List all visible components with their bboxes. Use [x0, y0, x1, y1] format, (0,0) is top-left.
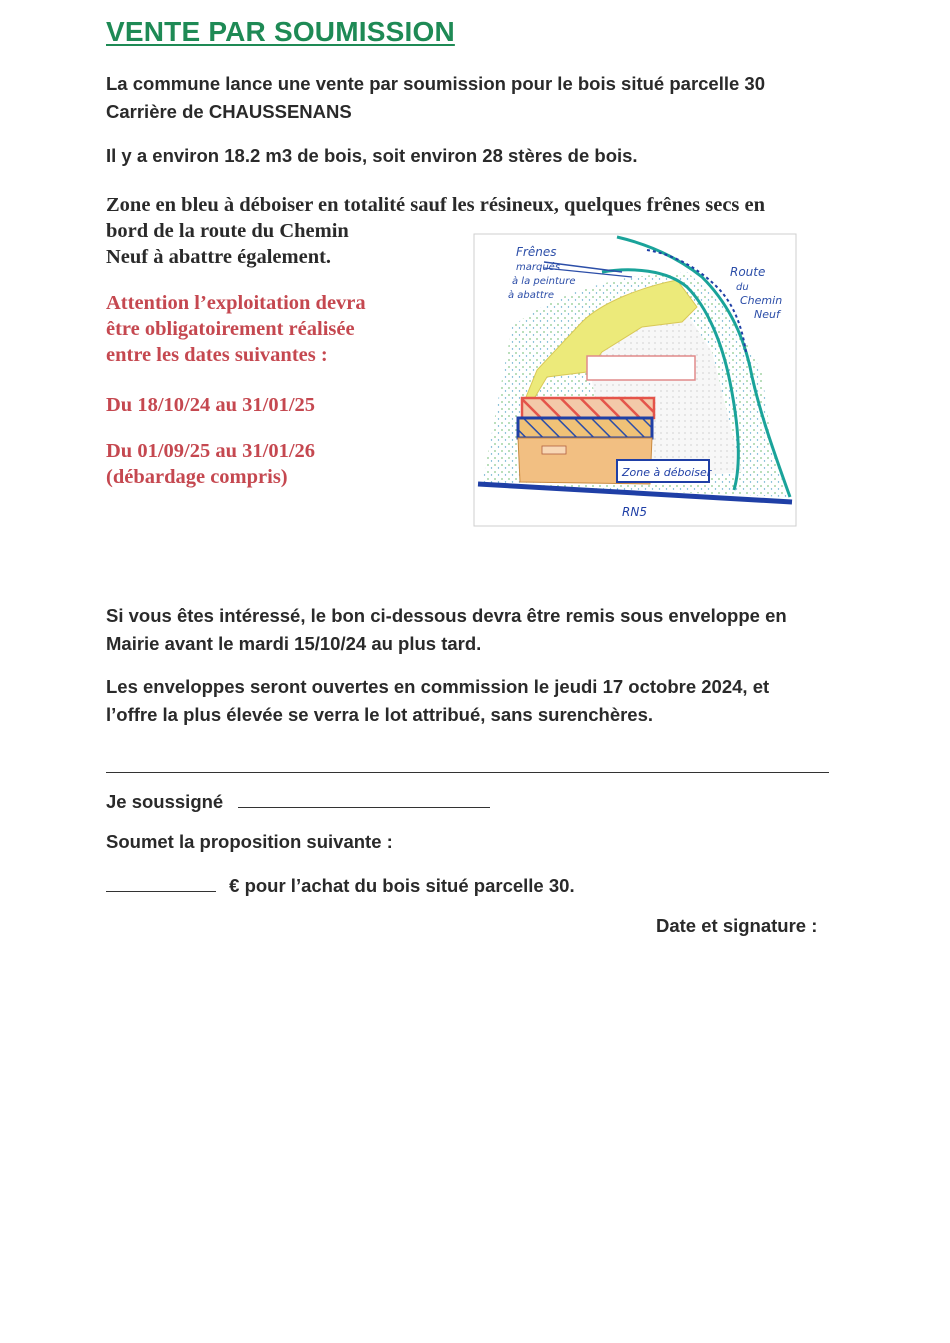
blue-hatched-band: [518, 418, 652, 438]
note-frenes-3: à la peinture: [512, 276, 576, 287]
note-frenes-2: marqués: [516, 262, 561, 273]
submission-instructions: [106, 602, 866, 658]
rn5-label: RN5: [622, 505, 647, 519]
attention-line-3: entre les dates suivantes :: [106, 344, 328, 366]
signer-name-field[interactable]: [238, 789, 490, 808]
period-2: Du 01/09/25 au 31/01/26: [106, 440, 316, 462]
intro-line-2: Carrière de CHAUSSENANS: [106, 101, 352, 122]
volume-paragraph: Il y a environ 18.2 m3 de bois, soit environ 28 stères de bois.: [106, 145, 638, 166]
interest-line-2: Mairie avant le mardi 15/10/24 au plus tard.: [106, 633, 482, 654]
zone-line-3: Neuf à abattre également.: [106, 246, 332, 268]
interest-line-1: Si vous êtes intéressé, le bon ci-dessous devra être remis sous enveloppe en: [106, 605, 787, 626]
date-signature-label: Date et signature :: [656, 915, 818, 936]
note-frenes-1: Frênes: [516, 245, 557, 259]
signer-label: Je soussigné: [106, 791, 224, 812]
attention-line-1: Attention l’exploitation devra: [106, 292, 366, 314]
opening-paragraph: [106, 673, 866, 729]
intro-line-1: La commune lance une vente par soumission pour le bois situé parcelle 30: [106, 73, 766, 94]
price-field[interactable]: [106, 873, 216, 892]
parcel-map: [472, 232, 798, 528]
opening-line-2: l’offre la plus élevée se verra le lot attribué, sans surenchères.: [106, 704, 654, 725]
opening-line-1: Les enveloppes seront ouvertes en commission le jeudi 17 octobre 2024, et: [106, 676, 770, 697]
intro-paragraph: [106, 70, 866, 126]
note-route-3: Chemin: [740, 294, 783, 307]
note-route-1: Route: [730, 265, 766, 279]
proposal-label: Soumet la proposition suivante :: [106, 831, 393, 852]
zone-label: Zone à déboiser: [622, 466, 712, 479]
form-separator: [106, 772, 829, 773]
period-2-note: (débardage compris): [106, 466, 288, 488]
map-small-box: [542, 446, 566, 454]
note-frenes-4: à abattre: [508, 290, 555, 301]
signer-row: [106, 789, 490, 813]
zone-line-2: bord de la route du Chemin: [106, 220, 349, 242]
note-route-2: du: [736, 282, 749, 293]
period-1: Du 18/10/24 au 31/01/25: [106, 394, 316, 416]
zone-line-1: Zone en bleu à déboiser en totalité sauf les résineux, quelques frênes secs en: [106, 194, 766, 216]
map-white-box: [587, 356, 695, 380]
price-row: [106, 873, 575, 897]
attention-line-2: être obligatoirement réalisée: [106, 318, 355, 340]
price-suffix: € pour l’achat du bois situé parcelle 30.: [229, 875, 575, 896]
document-title: VENTE PAR SOUMISSION: [106, 16, 455, 47]
red-hatched-band: [522, 398, 654, 418]
note-route-4: Neuf: [754, 308, 780, 321]
